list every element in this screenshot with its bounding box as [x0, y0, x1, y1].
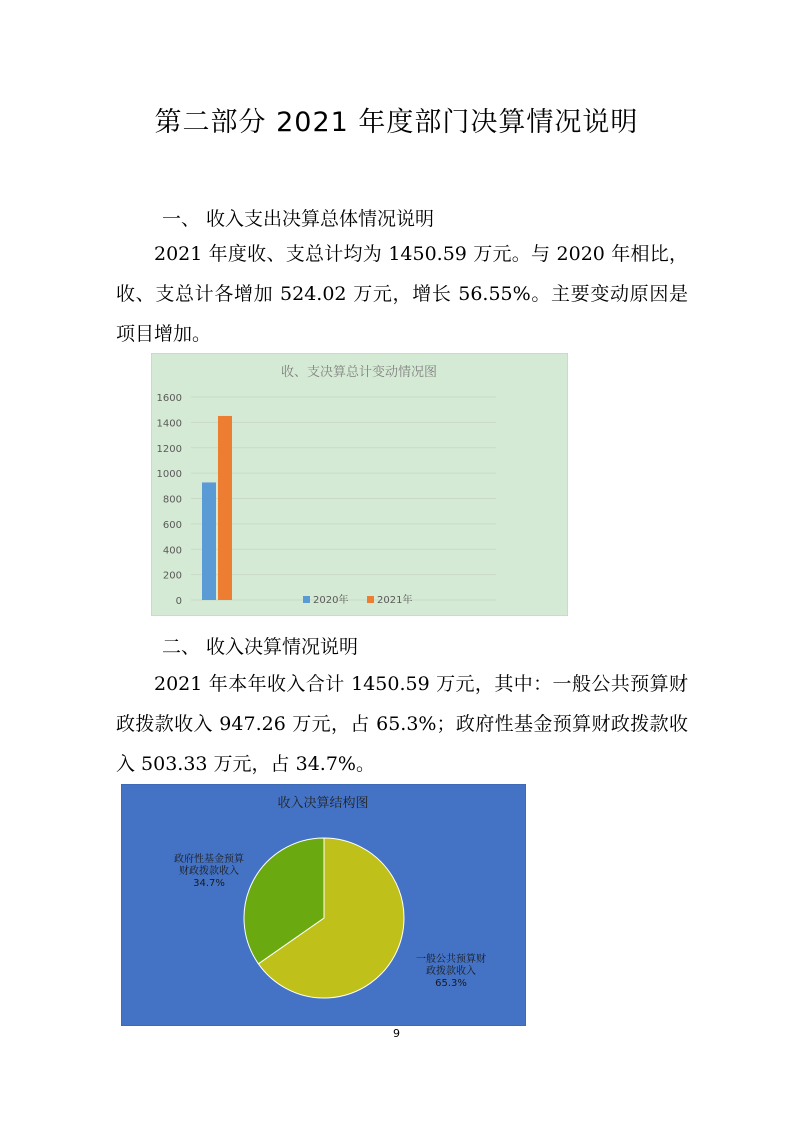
- y-tick-label: 1000: [156, 469, 182, 481]
- y-tick-label: 0: [175, 596, 182, 607]
- pie-category-label: 政府性基金预算: [174, 854, 244, 865]
- bar-chart-title: 收、支决算总计变动情况图: [280, 365, 438, 380]
- page-title: 第二部分 2021 年度部门决算情况说明: [154, 107, 639, 138]
- pie-percent-label: 65.3%: [435, 978, 467, 989]
- pie-chart-title: 收入决算结构图: [277, 796, 369, 811]
- section-heading-income-expenditure: 一、 收入支出决算总体情况说明: [162, 208, 435, 230]
- y-tick-label: 600: [162, 519, 182, 531]
- pie-percent-label: 34.7%: [193, 878, 225, 889]
- legend-label: 2020年: [313, 595, 349, 606]
- pie-category-label: 政拨款收入: [426, 966, 476, 977]
- legend-label: 2021年: [377, 595, 413, 606]
- income-expenditure-paragraph: 2021 年度收、支总计均为 1450.59 万元。与 2020 年相比，收、支总计各增加 524.02 万元，增长 56.55%。主要变动原因是项目增加。: [116, 243, 688, 345]
- page-number: 9: [393, 1027, 400, 1040]
- income-paragraph: 2021 年本年收入合计 1450.59 万元，其中：一般公共预算财政拨款收入 947.26 万元，占 65.3%；政府性基金预算财政拨款收入 503.33 万元，占 34.7%。: [116, 673, 688, 775]
- y-tick-label: 800: [162, 494, 182, 506]
- y-tick-label: 1400: [156, 418, 182, 430]
- y-tick-label: 1200: [156, 443, 182, 455]
- bar-chart: [151, 353, 568, 616]
- y-tick-label: 400: [162, 545, 182, 557]
- bar-2020: [202, 482, 216, 600]
- legend-swatch: [303, 596, 310, 603]
- pie-category-label: 一般公共预算财: [416, 954, 486, 965]
- bar-chart-svg: [151, 353, 568, 616]
- pie-category-label: 财政拨款收入: [179, 866, 239, 877]
- legend-swatch: [367, 596, 374, 603]
- y-tick-label: 1600: [156, 393, 182, 404]
- pie-chart-slices: [244, 838, 404, 998]
- bar-2021: [218, 416, 232, 600]
- pie-chart-svg: [121, 784, 526, 1026]
- section-heading-income: 二、 收入决算情况说明: [162, 636, 359, 658]
- pie-chart: [121, 784, 526, 1026]
- y-tick-label: 200: [162, 570, 182, 582]
